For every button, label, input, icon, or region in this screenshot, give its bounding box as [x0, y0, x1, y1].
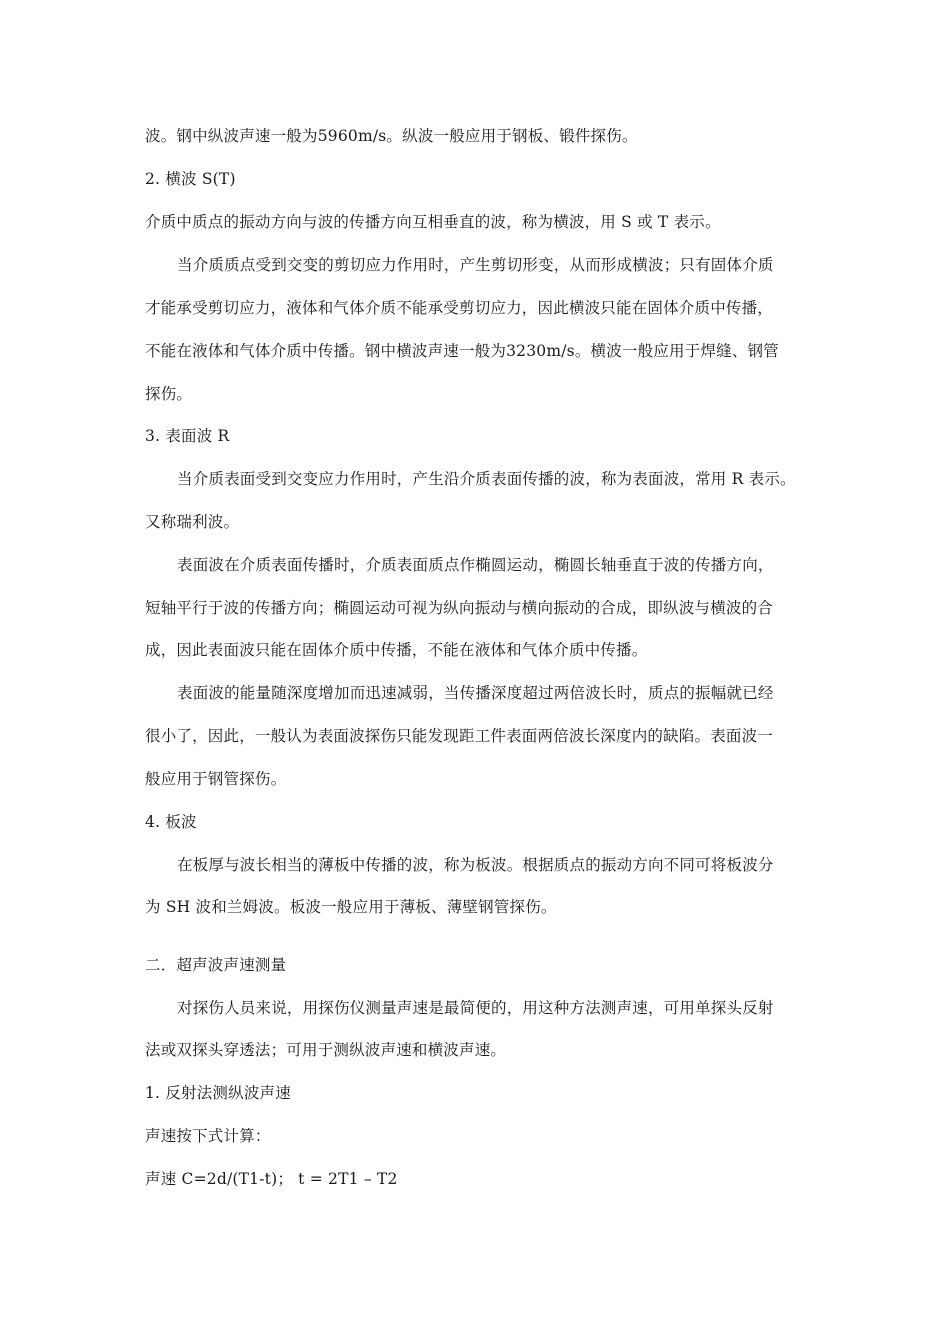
paragraph-line: 表面波在介质表面传播时，介质表面质点作椭圆运动，椭圆长轴垂直于波的传播方向，	[177, 556, 774, 574]
paragraph-line: 才能承受剪切应力，液体和气体介质不能承受剪切应力，因此横波只能在固体介质中传播，	[145, 299, 774, 317]
section-heading-velocity-measurement: 二．超声波声速测量	[145, 956, 287, 974]
paragraph-line: 波。钢中纵波声速一般为5960m/s。纵波一般应用于钢板、锻件探伤。	[145, 127, 638, 145]
paragraph-line: 很小了，因此，一般认为表面波探伤只能发现距工件表面两倍波长深度内的缺陷。表面波一	[145, 727, 774, 745]
section-heading-transverse-wave: 2. 横波 S(T)	[145, 170, 236, 188]
formula-line: 声速 C=2d/(T1-t)； t = 2T1 – T2	[145, 1170, 398, 1188]
paragraph-line: 法或双探头穿透法；可用于测纵波声速和横波声速。	[145, 1041, 507, 1059]
paragraph-line: 不能在液体和气体介质中传播。钢中横波声速一般为3230m/s。横波一般应用于焊缝、钢管	[145, 342, 779, 360]
paragraph-line: 般应用于钢管探伤。	[145, 770, 287, 788]
paragraph-line: 表面波的能量随深度增加而迅速减弱，当传播深度超过两倍波长时，质点的振幅就已经	[177, 684, 774, 702]
paragraph-line: 声速按下式计算：	[145, 1127, 271, 1145]
section-heading-reflection-method: 1. 反射法测纵波声速	[145, 1084, 291, 1102]
paragraph-line: 成，因此表面波只能在固体介质中传播，不能在液体和气体介质中传播。	[145, 641, 648, 659]
paragraph-line: 介质中质点的振动方向与波的传播方向互相垂直的波，称为横波，用 S 或 T 表示。	[145, 213, 721, 231]
paragraph-line: 当介质质点受到交变的剪切应力作用时，产生剪切形变，从而形成横波；只有固体介质	[177, 256, 774, 274]
paragraph-line: 探伤。	[145, 385, 193, 403]
paragraph-line: 又称瑞利波。	[145, 513, 240, 531]
paragraph-line: 当介质表面受到交变应力作用时，产生沿介质表面传播的波，称为表面波，常用 R 表示。	[177, 470, 796, 488]
paragraph-line: 短轴平行于波的传播方向；椭圆运动可视为纵向振动与横向振动的合成，即纵波与横波的合	[145, 599, 774, 617]
paragraph-line: 在板厚与波长相当的薄板中传播的波，称为板波。根据质点的振动方向不同可将板波分	[177, 856, 774, 874]
paragraph-line: 对探伤人员来说，用探伤仪测量声速是最简便的，用这种方法测声速，可用单探头反射	[177, 999, 774, 1017]
section-heading-surface-wave: 3. 表面波 R	[145, 427, 230, 445]
paragraph-line: 为 SH 波和兰姆波。板波一般应用于薄板、薄壁钢管探伤。	[145, 898, 557, 916]
section-heading-plate-wave: 4. 板波	[145, 813, 197, 831]
